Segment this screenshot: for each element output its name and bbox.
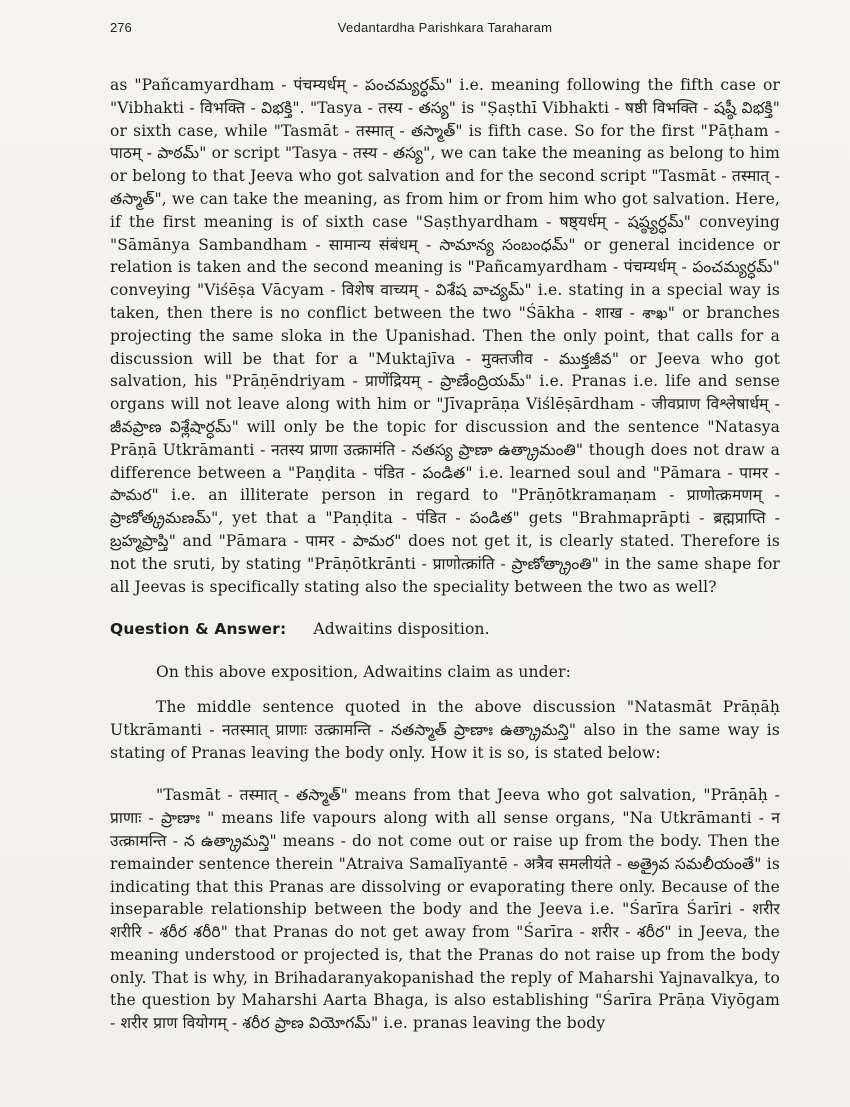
paragraph-3: The middle sentence quoted in the above discussion "Natasmāt Prāṇāḥ Utkrāmanti - नतस्मात् प्राणाः उत्क्रामन्ति - నతస్మాత్ ప్రాణాః ఉత్క్రామన్తి" also in the same way is stating of Pranas leaving the body only. How it is so, is stated below: [110,697,780,762]
page-number: 276 [110,20,132,35]
qa-line [110,618,780,641]
paragraph-4: "Tasmāt - तस्मात् - తస్మాత్" means from that Jeeva who got salvation, "Prāṇāḥ - प्राणाः - ప్రాణాః " means life vapours along with all sense organs, "Na Utkrāmanti - न उत्क्रामन्ति - న ఉత్క్రామన్తి" means - do not come out or raise up from the body. Then the remainder sentence therein "Atraiva Samalīyantē - अत्रैव समलीयंते - అత్రైవ సమలీయంతే" is indicating that this Pranas are dissolving or evaporating there only. Because of the inseparable relationship between the body and the Jeeva i.e. "Śarīra Śarīri - शरीर शरीरि - శరీర శరీరి" that Pranas do not get away from "Śarīra - शरीर - శరీర" in Jeeva, the meaning understood or projected is, that the Pranas do not raise up from the body only. That is why, in Brihadaranyakopanishad the reply of Maharshi Yajnavalkya, to the question by Maharshi Aarta Bhaga, is also establishing "Śarīra Prāṇa Viyōgam - शरीर प्राण वियोगम् - శరీర ప్రాణ వియోగమ్" i.e. pranas leaving the body [110,786,780,1033]
page-header [110,20,780,42]
qa-text: Adwaitins disposition. [313,620,490,639]
page-body [110,74,780,1035]
qa-heading: Question & Answer: [110,620,287,639]
paragraph-2: On this above exposition, Adwaitins claim as under: [156,663,572,682]
running-title: Vedantardha Parishkara Taraharam [337,20,553,35]
paragraph-1: as "Pañcamyardham - पंचम्यर्धम् - పంచమ్యర్ధమ్" i.e. meaning following the fifth case or "Vibhakti - विभक्ति - విభక్తి". "Tasya - तस्य - తస్య" is "Ṣaṣthī Vibhakti - षष्ठी विभक्ति - షష్ఠీ విభక్తి" or sixth case, while "Tasmāt - तस्मात् - తస్మాత్" is fifth case. So for the first "Pāṭham - पाठम् - పాఠమ్" or script "Tasya - तस्य - తస్య", we can take the meaning as belong to him or belong to that Jeeva who got salvation and for the second script "Tasmāt - तस्मात् - తస్మాత్", we can take the meaning, as from him or from him who got salvation. Here, if the first meaning is of sixth case "Saṣthyardham - षष्ठ्यर्धम् - షష్ఠ్యర్ధమ్" conveying "Sāmānya Sambandham - सामान्य संबंधम् - సామాన్య సంబంధమ్" or general incidence or relation is taken and the second meaning is "Pañcamyardham - पंचम्यर्धम् - పంచమ్యర్ధమ్" conveying "Viśēṣa Vācyam - विशेष वाच्यम् - విశేష వాచ్యమ్" i.e. stating in a special way is taken, then there is no conflict between the two "Śākha - शाख - శాఖ" or branches projecting the same sloka in the Upanishad. Then the only point, that calls for a discussion will be that for a "Muktajīva - मुक्तजीव - ముక్తజీవ" or Jeeva who got salvation, his "Prāṇēndriyam - प्राणेंद्रियम् - ప్రాణేంద్రియమ్" i.e. Pranas i.e. life and sense organs will not leave along with him or "Jīvaprāṇa Viślēṣārdham - जीवप्राण विश्लेषार्धम् - జీవప్రాణ విశ్లేషార్ధమ్" will only be the topic for discussion and the sentence "Natasya Prāṇā Utkrāmanti - नतस्य प्राणा उत्क्रामंति - నతస్య ప్రాణా ఉత్క్రామంతి" though does not draw a difference between a "Paṇḍita - पंडित - పండిత" i.e. learned soul and "Pāmara - पामर - పామర" i.e. an illiterate person in regard to "Prāṇōtkramaṇam - प्राणोत्क्रमणम् - ప్రాణోత్క్రమణమ్", yet that a "Paṇḍita - पंडित - పండిత" gets "Brahmaprāpti - ब्रह्मप्राप्ति - బ్రహ్మప్రాప్తి" and "Pāmara - पामर - పామర" does not get it, is clearly stated. Therefore is not the sruti, by stating "Prāṇōtkrānti - प्राणोत्क्रांति - ప్రాణోత్క్రాంతి" in the same shape for all Jeevas is specifically stating also the speciality between the two as well? [110,76,780,596]
